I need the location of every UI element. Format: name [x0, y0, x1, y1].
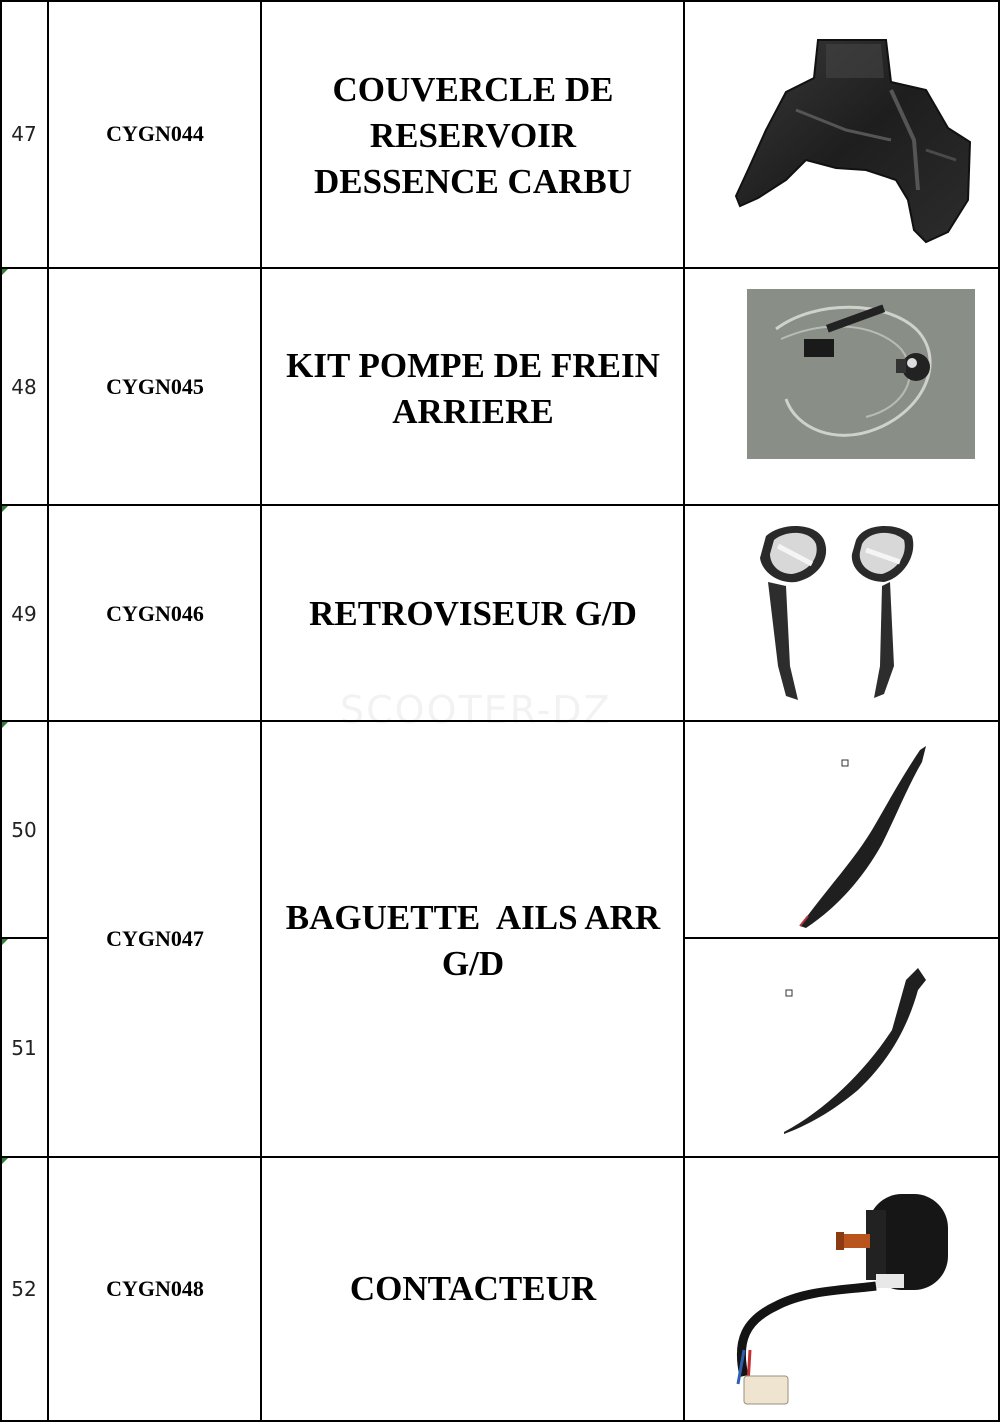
row-number: 51: [11, 1036, 37, 1060]
description-line: COUVERCLE DE: [332, 70, 614, 109]
description-line: DESSENCE CARBU: [314, 162, 632, 201]
grid-line: [0, 0, 1000, 2]
rear-brake-pump-kit-image: [686, 289, 998, 461]
description-line: G/D: [441, 944, 505, 983]
rear-wing-strip-right-image: [686, 960, 998, 1140]
watermark: SCOOTER-DZ: [340, 688, 612, 732]
grid-line: [260, 0, 262, 1422]
description-line: KIT POMPE DE FREIN: [286, 346, 660, 385]
cell-marker: [2, 722, 8, 728]
fuel-tank-cover-image: [686, 20, 998, 260]
mirror-pair-image: [686, 516, 998, 712]
cell-marker: [2, 506, 8, 512]
rear-wing-strip-left-image: [686, 740, 998, 930]
grid-line: [0, 1156, 1000, 1158]
grid-line: [683, 937, 1000, 939]
cell-marker: [2, 939, 8, 945]
row-number: 47: [11, 122, 37, 146]
row-number: 50: [11, 818, 37, 842]
grid-line: [683, 0, 685, 1422]
part-code: CYGN048: [106, 1276, 204, 1301]
part-description: [263, 1266, 683, 1312]
row-number: 52: [11, 1277, 37, 1301]
grid-line: [0, 0, 2, 1422]
part-description: [263, 591, 683, 637]
description-line: CONTACTEUR: [349, 1269, 597, 1308]
description-line: RESERVOIR: [369, 116, 577, 155]
grid-line: [0, 267, 1000, 269]
part-description: [263, 895, 683, 987]
description-line: ARRIERE: [392, 392, 554, 431]
grid-line: [47, 0, 49, 1422]
row-number: 48: [11, 375, 37, 399]
row-number: 49: [11, 602, 37, 626]
part-description: [263, 343, 683, 435]
starter-relay-image: [686, 1180, 998, 1410]
cell-marker: [2, 269, 8, 275]
part-code: CYGN045: [106, 374, 204, 399]
grid-line: [0, 504, 1000, 506]
description-line: BAGUETTE AILS ARR: [285, 898, 661, 937]
cell-marker: [2, 1158, 8, 1164]
part-code: CYGN046: [106, 601, 204, 626]
part-description: [263, 67, 683, 205]
description-line: RETROVISEUR G/D: [309, 594, 637, 633]
part-code: CYGN044: [106, 121, 204, 146]
part-code: CYGN047: [106, 926, 204, 951]
